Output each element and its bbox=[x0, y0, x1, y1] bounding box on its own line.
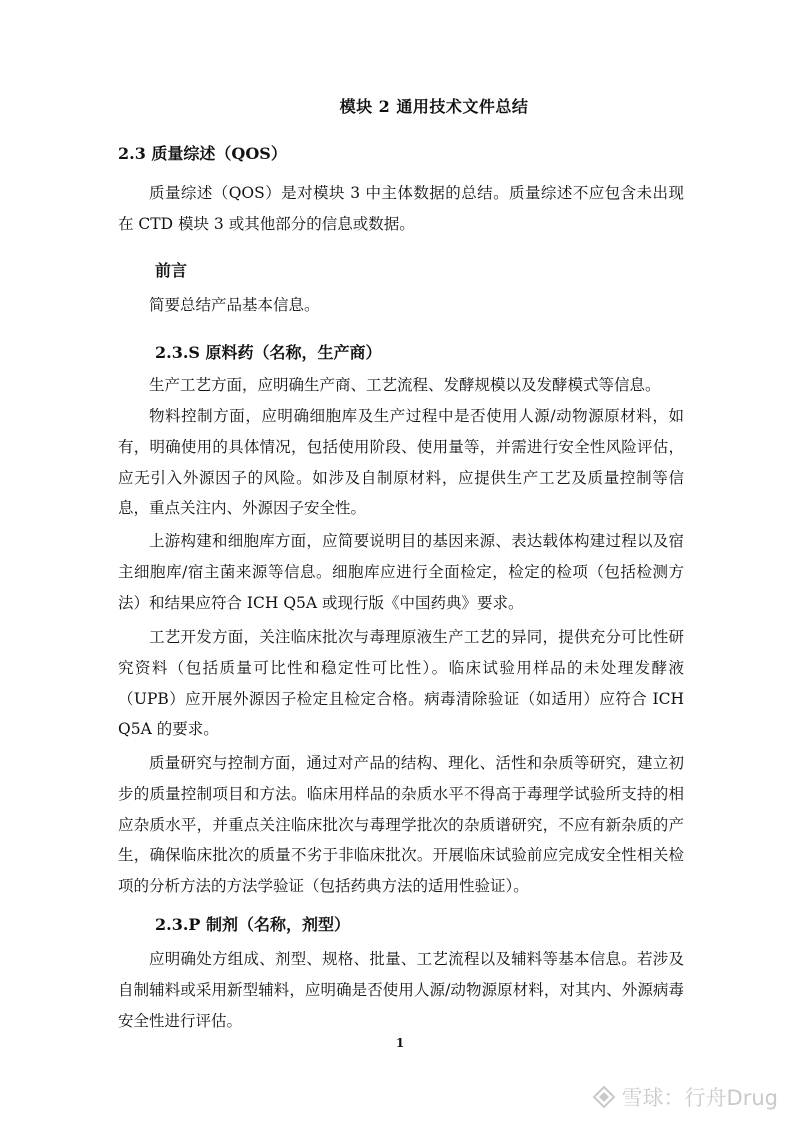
section-heading-qos: 2.3 质量综述（QOS） bbox=[118, 144, 287, 163]
substance-paragraph: 质量研究与控制方面，通过对产品的结构、理化、活性和杂质等研究，建立初步的质量控制项目和方法。临床用样品的杂质水平不得高于毒理学试验所支持的相应杂质水平，并重点关注临床批次与毒理学批次的杂质谱研究，不应有新杂质的产生，确保临床批次的质量不劣于非临床批次。开展临床试验前应完成安全性相关检项的分析方法的方法学验证（包括药典方法的适用性验证）。 bbox=[118, 754, 684, 896]
watermark-text: 雪球：行舟Drug bbox=[621, 1086, 778, 1110]
qos-intro-paragraph: 质量综述（QOS）是对模块 3 中主体数据的总结。质量综述不应包含未出现在 CTD 模块 3 或其他部分的信息或数据。 bbox=[118, 184, 684, 233]
product-heading: 2.3.P 制剂（名称，剂型） bbox=[155, 915, 351, 934]
substance-paragraph: 生产工艺方面，应明确生产商、工艺流程、发酵规模以及发酵模式等信息。 bbox=[149, 376, 661, 394]
snowball-logo-icon bbox=[592, 1085, 616, 1109]
substance-paragraph: 物料控制方面，应明确细胞库及生产过程中是否使用人源/动物源原材料，如有，明确使用的具体情况，包括使用阶段、使用量等，并需进行安全性风险评估，应无引入外源因子的风险。如涉及自制原材料，应提供生产工艺及质量控制等信息，重点关注内、外源因子安全性。 bbox=[118, 407, 684, 518]
substance-paragraph: 工艺开发方面，关注临床批次与毒理原液生产工艺的异同，提供充分可比性研究资料（包括质量可比性和稳定性可比性）。临床试验用样品的未处理发酵液（UPB）应开展外源因子检定且检定合格。病毒清除验证（如适用）应符合 ICH Q5A 的要求。 bbox=[118, 628, 684, 739]
foreword-heading: 前言 bbox=[155, 261, 188, 280]
foreword-paragraph: 简要总结产品基本信息。 bbox=[149, 296, 320, 314]
substance-paragraph: 上游构建和细胞库方面，应简要说明目的基因来源、表达载体构建过程以及宿主细胞库/宿主菌来源等信息。细胞库应进行全面检定，检定的检项（包括检测方法）和结果应符合 ICH Q5A 或现行版《中国药典》要求。 bbox=[118, 532, 684, 612]
page-number: 1 bbox=[395, 1036, 405, 1050]
substance-heading: 2.3.S 原料药（名称，生产商） bbox=[155, 343, 382, 362]
product-paragraph: 应明确处方组成、剂型、规格、批量、工艺流程以及辅料等基本信息。若涉及自制辅料或采用新型辅料，应明确是否使用人源/动物源原材料，对其内、外源病毒安全性进行评估。 bbox=[118, 950, 684, 1030]
document-title: 模块 2 通用技术文件总结 bbox=[339, 97, 529, 116]
watermark bbox=[592, 1082, 778, 1112]
